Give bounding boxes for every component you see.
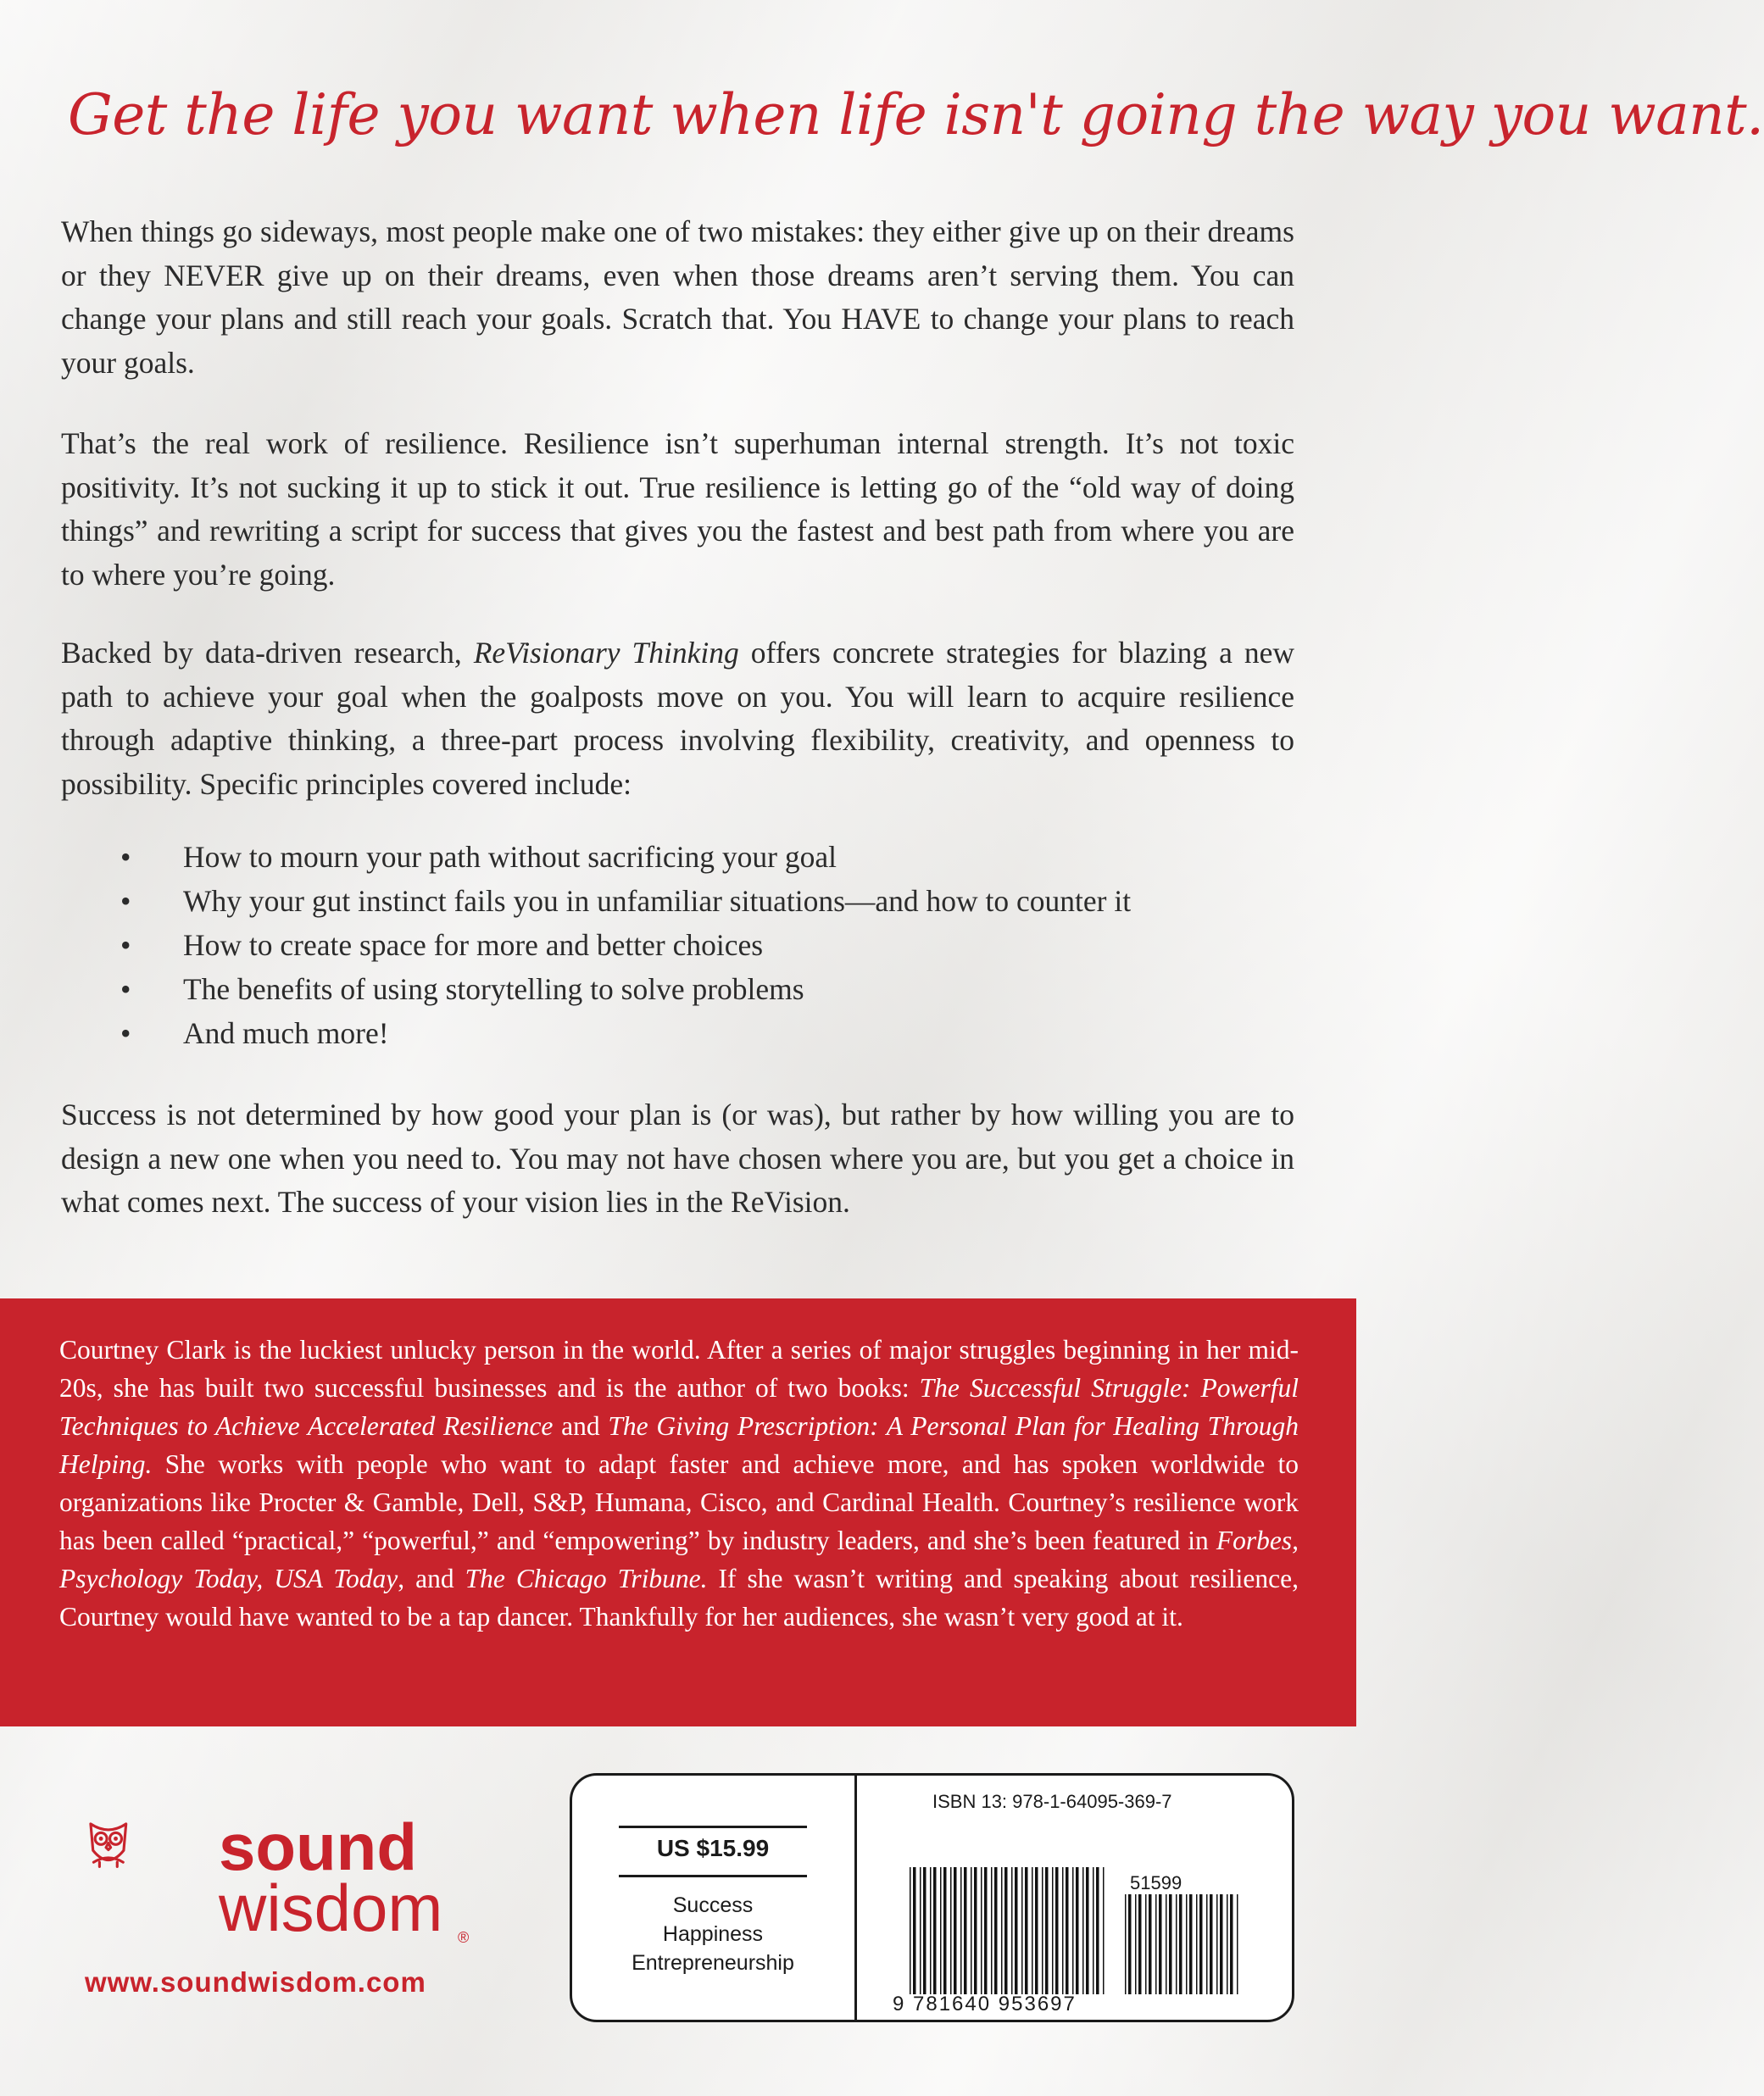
barcode-bar — [940, 1867, 942, 1994]
list-item: • Why your gut instinct fails you in unfamiliar situations—and how to counter it — [120, 879, 1307, 923]
barcode-bar — [1076, 1867, 1079, 1994]
barcode-bar — [1035, 1867, 1038, 1994]
barcode-bar — [1045, 1867, 1049, 1994]
bullet-icon: • — [120, 928, 131, 962]
description-paragraph-4: Success is not determined by how good your plan is (or was), but rather by how willing you are to design a new one when you need to. You may not have chosen where you are, but you get a choice in what comes next. The success of your vision lies in the ReVision. — [61, 1098, 1294, 1219]
barcode-bar — [913, 1867, 916, 1994]
barcode-bar — [1227, 1894, 1228, 1994]
tagline: Get the life you want when life isn't going the way you want. — [68, 82, 1764, 147]
barcode-bar — [1093, 1867, 1094, 1994]
divider — [619, 1826, 807, 1828]
principles-list — [120, 835, 1307, 1055]
barcode-bar — [1196, 1894, 1198, 1994]
barcode-bar — [981, 1867, 982, 1994]
barcode-bar — [1220, 1894, 1223, 1994]
bullet-icon: • — [120, 972, 131, 1006]
barcode-bar — [1199, 1894, 1203, 1994]
description-paragraph-2: That’s the real work of resilience. Resilience isn’t superhuman internal strength. It’s not toxic positivity. It’s not sucking it up to stick it out. True resilience is letting go of the “old way of doing things” and rewriting a script for success that gives you the fastest and best path from where you are to where you’re going. — [61, 426, 1294, 592]
barcode-bar — [1145, 1894, 1147, 1994]
publisher-name-line1: sound — [219, 1810, 417, 1884]
barcode-bar — [950, 1867, 952, 1994]
owl-icon — [85, 1818, 220, 1962]
barcode-bar — [1072, 1867, 1074, 1994]
addon-barcode-icon — [1125, 1894, 1239, 1994]
barcode-bar — [954, 1867, 957, 1994]
barcode-icon — [910, 1867, 1105, 1994]
barcode-bar — [1155, 1894, 1157, 1994]
barcode-bar — [1176, 1894, 1177, 1994]
barcode-box — [570, 1773, 1294, 2022]
barcode-bar — [960, 1867, 962, 1994]
barcode-bar — [923, 1867, 927, 1994]
divider — [619, 1875, 807, 1877]
barcode-bar — [1186, 1894, 1188, 1994]
barcode-bar — [1032, 1867, 1033, 1994]
barcode-bar — [1001, 1867, 1003, 1994]
price: US $15.99 — [656, 1835, 770, 1861]
barcode-bar — [1066, 1867, 1069, 1994]
barcode-bar — [920, 1867, 921, 1994]
bullet-icon: • — [120, 840, 131, 874]
barcode-bar — [1189, 1894, 1193, 1994]
list-item: • The benefits of using storytelling to solve problems — [120, 967, 1307, 1011]
barcode-bar — [1179, 1894, 1182, 1994]
barcode-bar — [1149, 1894, 1152, 1994]
barcode-bar — [1011, 1867, 1013, 1994]
barcode-bar — [1125, 1894, 1127, 1994]
barcode-bar — [1166, 1894, 1167, 1994]
barcode-bar — [1062, 1867, 1064, 1994]
list-item: • And much more! — [120, 1011, 1307, 1055]
barcode-bar — [991, 1867, 993, 1994]
category: Entrepreneurship — [632, 1951, 794, 1975]
barcode-bar — [933, 1867, 937, 1994]
barcode-bar — [930, 1867, 932, 1994]
registered-mark: ® — [458, 1929, 470, 1946]
bullet-icon: • — [120, 1016, 131, 1050]
barcode-bar — [1216, 1894, 1218, 1994]
barcode-bar — [1052, 1867, 1054, 1994]
barcode-bar — [1082, 1867, 1084, 1994]
barcode-bar — [1169, 1894, 1172, 1994]
barcode-bar — [1096, 1867, 1099, 1994]
addon-code: 51599 — [1130, 1872, 1182, 1893]
barcode-bar — [1128, 1894, 1132, 1994]
barcode-bar — [1004, 1867, 1008, 1994]
barcode-bar — [1210, 1894, 1213, 1994]
barcode-bar — [1135, 1894, 1137, 1994]
barcode-bar — [1237, 1894, 1238, 1994]
description-paragraph-1: When things go sideways, most people make one of two mistakes: they either give up on their dreams or they NEVER give up on their dreams, even when those dreams aren’t serving them. You can change your plans and still reach your goals. Scratch that. You HAVE to change your plans to reach your goals. — [61, 214, 1294, 380]
barcode-bar — [1015, 1867, 1018, 1994]
barcode-bar — [974, 1867, 977, 1994]
description-paragraph-3: Backed by data-driven research, ReVisionary Thinking offers concrete strategies for blazing a new path to achieve your goal when the goalposts move on you. You will learn to acquire resilience through adaptive thinking, a three-part process involving flexibility, creativity, and openness to possibility. Specific principles covered include: — [61, 636, 1294, 801]
barcode-bar — [1103, 1867, 1105, 1994]
list-item: • How to create space for more and better choices — [120, 923, 1307, 967]
barcode-bar — [1138, 1894, 1142, 1994]
barcode-bar — [943, 1867, 947, 1994]
barcode-bar — [1021, 1867, 1023, 1994]
bullet-icon: • — [120, 884, 131, 918]
barcode-bar — [1025, 1867, 1028, 1994]
category: Happiness — [662, 1922, 764, 1946]
barcode-bar — [971, 1867, 972, 1994]
barcode-bar — [1042, 1867, 1043, 1994]
barcode-bar — [994, 1867, 998, 1994]
barcode-bar — [1159, 1894, 1162, 1994]
publisher-name-line2: wisdom — [219, 1871, 443, 1945]
isbn: ISBN 13: 978-1-64095-369-7 — [932, 1791, 1172, 1812]
barcode-bar — [1230, 1894, 1233, 1994]
author-bio: Courtney Clark is the luckiest unlucky person in the world. After a series of major struggles beginning in her mid-20s, she has built two successful businesses and is the author of two books: The Successful Struggle: Powerful Techniques to Achieve Accelerated Resilience and The Giving Prescription: A Personal Plan for Healing Through Helping. She works with people who want to adapt faster and achieve more, and has spoken worldwide to organizations like Procter & Gamble, Dell, S&P, Humana, Cisco, and Cardinal Health. Courtney’s resilience work has been called “practical,” “powerful,” and “empowering” by industry leaders, and she’s been featured in Forbes, Psychology Today, USA Today, and The Chicago Tribune. If she wasn’t writing and speaking about resilience, Courtney would have wanted to be a tap dancer. Thankfully for her audiences, she wasn’t very good at it. — [59, 1335, 1299, 1632]
category: Success — [672, 1893, 754, 1917]
barcode-bar — [984, 1867, 988, 1994]
list-item: • How to mourn your path without sacrificing your goal — [120, 835, 1307, 879]
barcode-bar — [1206, 1894, 1208, 1994]
barcode-bar — [964, 1867, 967, 1994]
book-title: ReVisionary Thinking — [473, 636, 739, 670]
barcode-digits: 9 781640 953697 — [893, 1993, 1077, 2015]
barcode-bar — [1086, 1867, 1089, 1994]
divider — [854, 1776, 857, 2020]
categories — [619, 1891, 807, 1977]
barcode-bar — [910, 1867, 911, 1994]
publisher-website[interactable]: www.soundwisdom.com — [85, 1966, 426, 1998]
barcode-bar — [1055, 1867, 1059, 1994]
